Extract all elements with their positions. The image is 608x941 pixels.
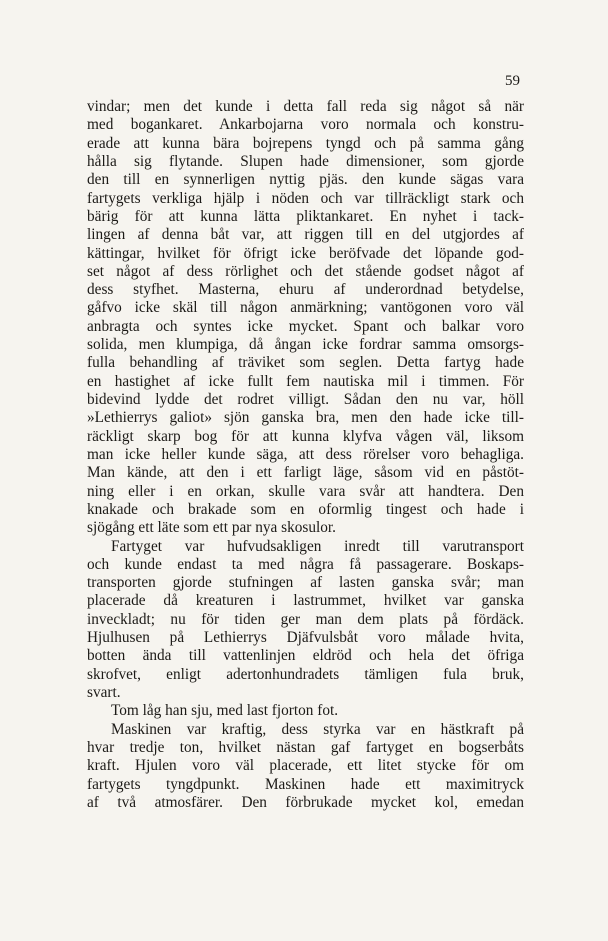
text-line: bärig för att kunna lätta pliktankaret. En nyhet i tack- [87, 207, 524, 225]
text-line: fulla behandling af träviket som seglen. Detta fartyg hade [87, 354, 524, 372]
text-line: placerade då kreaturen i lastrummet, hvilket var ganska [87, 592, 524, 610]
text-line: den till en synnerligen nyttig pjäs. den kunde sägas vara [87, 171, 524, 189]
text-line: vindar; men det kunde i detta fall reda sig något så när [87, 98, 524, 115]
text-line: sjögång ett läte som ett par nya skosulor. [87, 519, 336, 537]
text-line: man icke heller kunde säga, att dess rörelser voro behagliga. [87, 445, 524, 463]
text-line: bidevind lydde det rodret villigt. Sådan den nu var, höll [87, 391, 524, 408]
text-line: hvar tredje ton, hvilket nästan gaf fartyget en bogserbåts [87, 738, 524, 756]
text-line: »Lethierrys galiot» sjön ganska bra, men den hade icke till- [87, 409, 524, 427]
text-line: en hastighet af icke fullt fem nautiska mil i timmen. För [87, 372, 524, 390]
text-line: lingen af denna båt var, att riggen till en del utgjordes af [87, 226, 524, 244]
text-line: Man kände, att den i ett farligt läge, såsom vid en påstöt- [87, 464, 524, 482]
text-line: knakade och brakade som en oformlig tingest och hade i [87, 500, 524, 518]
text-line: och kunde endast ta med några få passagerare. Boskaps- [87, 555, 524, 573]
text-line: dess styfhet. Masterna, ehuru af underordnad betydelse, [87, 281, 524, 299]
text-line: solida, men klumpiga, då ångan icke fordrar samma omsorgs- [87, 336, 524, 354]
text-line: gåfvo icke skäl till någon anmärkning; vantögonen voro väl [87, 299, 524, 317]
text-line: Fartyget var hufvudsakligen inredt till varutransport [111, 537, 524, 555]
text-line: inveckladt; nu för tiden ger man dem plats på fördäck. [87, 610, 524, 628]
text-line: med bogankaret. Ankarbojarna voro normala och konstru- [87, 116, 524, 134]
text-line: skrofvet, enligt adertonhundradets tämligen fula bruk, [87, 665, 524, 683]
text-line: anbragta och syntes icke mycket. Spant och balkar voro [87, 317, 524, 335]
text-line: Tom låg han sju, med last fjorton fot. [111, 702, 339, 720]
text-line: kraft. Hjulen voro väl placerade, ett litet stycke för om [87, 757, 524, 775]
text-line: räckligt skarp bog för att kunna klyfva vågen väl, liksom [87, 427, 524, 445]
text-line: transporten gjorde stufningen af lasten ganska svår; man [87, 574, 524, 592]
text-line: hålla sig flytande. Slupen hade dimensioner, som gjorde [87, 152, 524, 170]
text-line: fartygets verkliga hjälp i nöden och var tillräckligt stark och [87, 189, 524, 207]
body-text [87, 98, 524, 812]
text-line: af två atmosfärer. Den förbrukade mycket kol, emedan [87, 793, 524, 811]
text-line: botten ända till vattenlinjen eldröd och hela det öfriga [87, 647, 524, 665]
page-number: 59 [505, 73, 520, 89]
text-line: ning eller i en orkan, skulle vara svår att handtera. Den [87, 482, 524, 500]
text-line: fartygets tyngdpunkt. Maskinen hade ett maximitryck [87, 775, 524, 793]
text-line: svart. [87, 684, 121, 701]
text-line: erade att kunna bära bojrepens tyngd och på samma gång [87, 134, 524, 152]
text-line: Hjulhusen på Lethierrys Djäfvulsbåt voro målade hvita, [87, 629, 524, 647]
text-line: kättingar, hvilket för öfrigt icke beröfvade det löpande god- [87, 244, 524, 262]
text-line: Maskinen var kraftig, dess styrka var en hästkraft på [111, 720, 524, 738]
text-line: set något af dess rörlighet och det stående godset något af [87, 262, 524, 280]
